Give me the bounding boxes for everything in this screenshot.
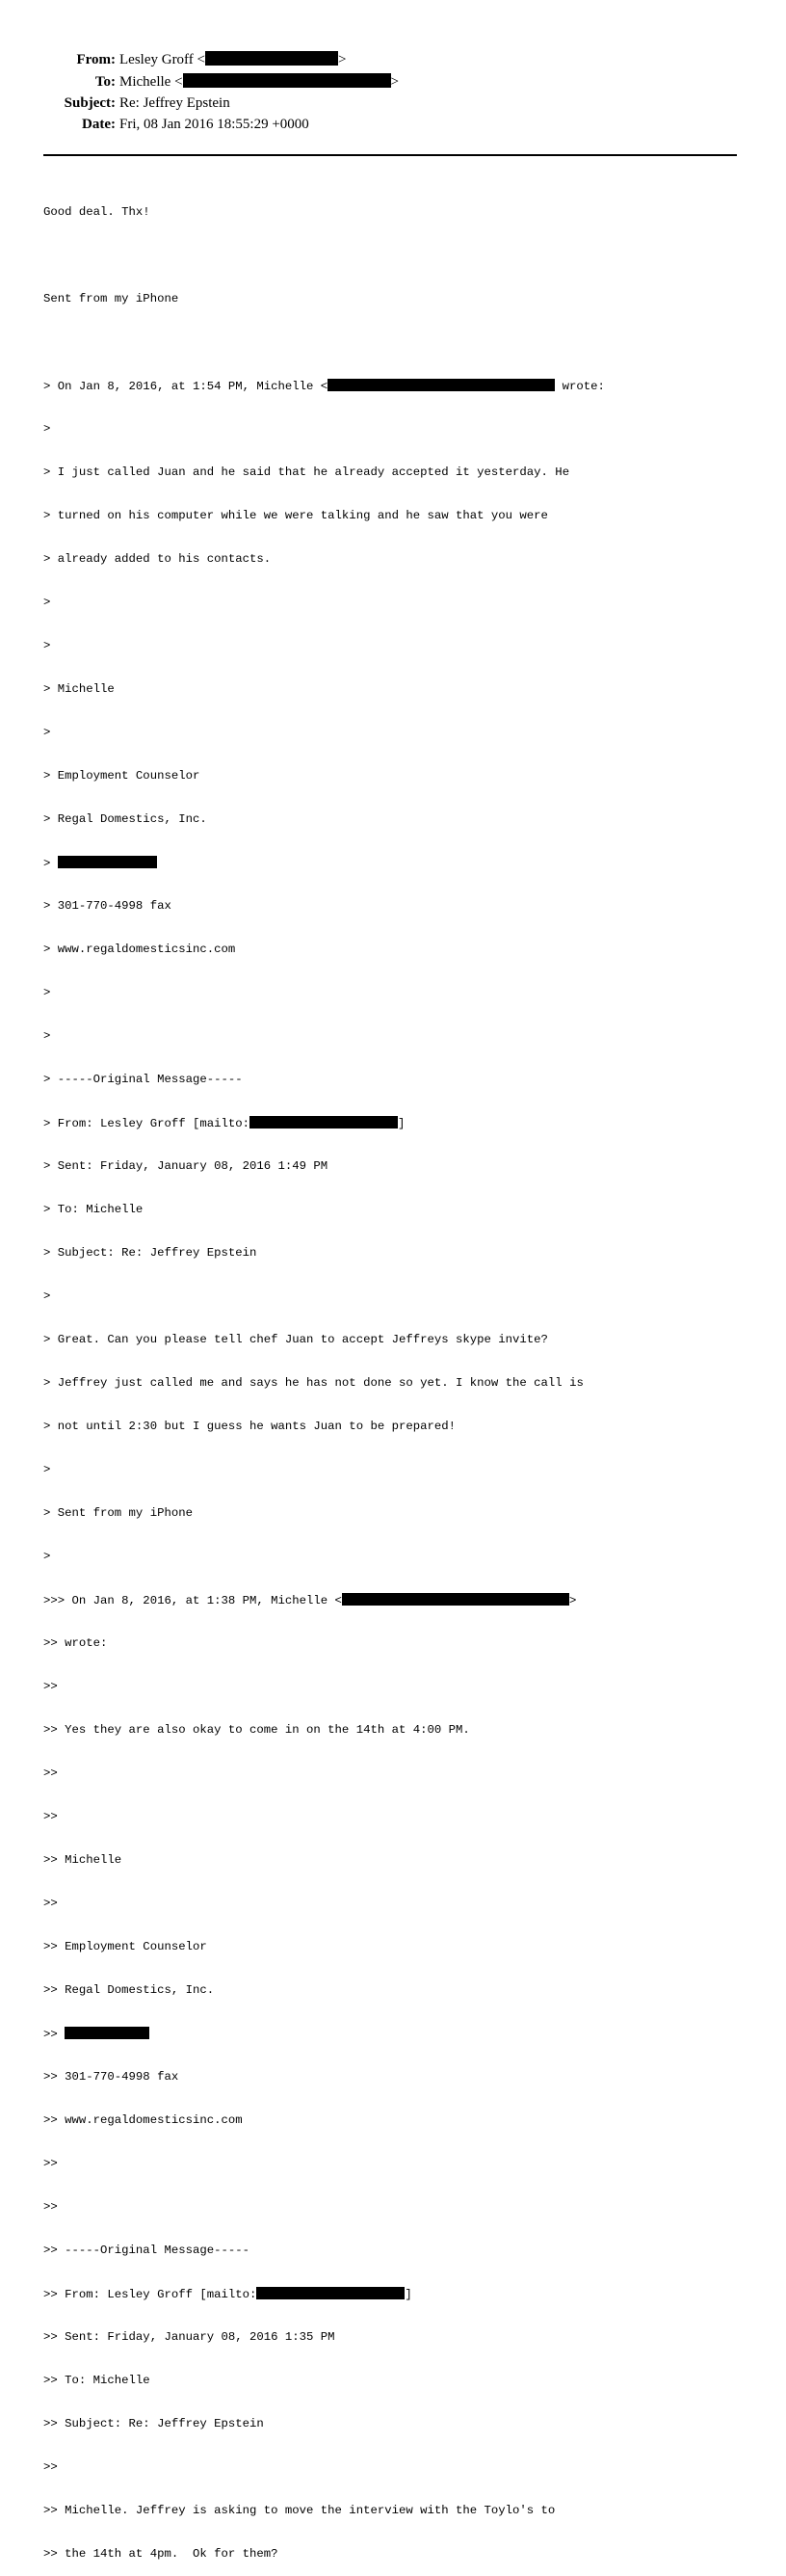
date-value: Fri, 08 Jan 2016 18:55:29 +0000: [119, 117, 309, 132]
body-line: >> Michelle. Jeffrey is asking to move the interview with the Toylo's to: [43, 2504, 556, 2517]
body-line: >>: [43, 1680, 58, 1693]
quote-intro-close: >: [568, 1594, 577, 1607]
body-line: >>: [43, 2460, 58, 2474]
body-line: >> To: Michelle: [43, 2374, 150, 2387]
redaction-bar: [328, 379, 555, 391]
body-line: >> Regal Domestics, Inc.: [43, 1983, 215, 1997]
body-line: >: [43, 639, 51, 652]
body-line: >> Employment Counselor: [43, 1940, 207, 1953]
body-line: >: [43, 1463, 51, 1476]
subject-value: Re: Jeffrey Epstein: [119, 95, 230, 111]
mailto-close-bracket: ]: [405, 2288, 412, 2301]
quote-intro: > On Jan 8, 2016, at 1:54 PM, Michelle <: [43, 380, 328, 393]
to-value: [119, 72, 399, 92]
body-line: >: [43, 1029, 51, 1043]
body-line: >> www.regaldomesticsinc.com: [43, 2113, 243, 2127]
to-recipient-name: Michelle <: [119, 74, 183, 90]
mailto-close-bracket: ]: [398, 1117, 406, 1130]
body-line: >> wrote:: [43, 1636, 108, 1650]
body-line: [43, 1593, 605, 1607]
body-line: >: [43, 1289, 51, 1303]
body-line: >> Sent: Friday, January 08, 2016 1:35 PM: [43, 2330, 335, 2344]
body-line: >>: [43, 2200, 58, 2214]
body-line: >: [43, 1550, 51, 1563]
body-line: [43, 856, 605, 870]
body-line: Sent from my iPhone: [43, 292, 179, 305]
quote-prefix: >: [43, 857, 58, 870]
redaction-bar: [58, 856, 157, 868]
body-line: [43, 2027, 605, 2041]
quote-intro: >>> On Jan 8, 2016, at 1:38 PM, Michelle <: [43, 1594, 342, 1607]
body-line: > Regal Domestics, Inc.: [43, 812, 207, 826]
quote-intro-suffix: wrote:: [555, 380, 605, 393]
from-close-bracket: >: [338, 52, 347, 67]
quote-prefix: >>: [43, 2028, 66, 2041]
header-divider: [43, 154, 737, 156]
email-body: [43, 176, 605, 2576]
body-line: [43, 2287, 605, 2301]
redaction-bar: [65, 2027, 149, 2039]
from-mailto-line: >> From: Lesley Groff [mailto:: [43, 2288, 257, 2301]
body-line: >>: [43, 2157, 58, 2170]
body-line: [43, 249, 605, 263]
body-line: > www.regaldomesticsinc.com: [43, 943, 236, 956]
from-sender-name: Lesley Groff <: [119, 52, 205, 67]
body-line: >> Yes they are also okay to come in on the 14th at 4:00 PM.: [43, 1723, 470, 1737]
body-line: [43, 335, 605, 350]
redaction-bar: [256, 2287, 405, 2299]
body-line: >> -----Original Message-----: [43, 2244, 250, 2257]
body-line: > -----Original Message-----: [43, 1073, 243, 1086]
body-line: > Sent from my iPhone: [43, 1506, 193, 1520]
body-line: > Jeffrey just called me and says he has not done so yet. I know the call is: [43, 1376, 584, 1390]
body-line: > turned on his computer while we were talking and he saw that you were: [43, 509, 548, 522]
body-line: >: [43, 596, 51, 609]
body-line: >> Subject: Re: Jeffrey Epstein: [43, 2417, 264, 2430]
body-line: > Michelle: [43, 682, 115, 696]
body-line: > I just called Juan and he said that he already accepted it yesterday. He: [43, 465, 570, 479]
body-line: > Subject: Re: Jeffrey Epstein: [43, 1246, 257, 1260]
redaction-bar: [205, 51, 338, 66]
redaction-bar: [249, 1116, 398, 1129]
redaction-bar: [342, 1593, 569, 1606]
subject-label: Subject:: [64, 95, 116, 111]
body-line: >: [43, 726, 51, 739]
to-close-bracket: >: [390, 74, 399, 90]
body-line: [43, 1116, 605, 1130]
body-line: >> 301-770-4998 fax: [43, 2070, 179, 2084]
body-line: > Sent: Friday, January 08, 2016 1:49 PM: [43, 1159, 328, 1173]
body-line: > To: Michelle: [43, 1203, 144, 1216]
body-line: > not until 2:30 but I guess he wants Juan to be prepared!: [43, 1420, 457, 1433]
body-line: > 301-770-4998 fax: [43, 899, 171, 913]
body-line: >: [43, 422, 51, 436]
body-line: > Great. Can you please tell chef Juan to accept Jeffreys skype invite?: [43, 1333, 548, 1346]
body-line: [43, 379, 605, 393]
body-line: >>: [43, 1897, 58, 1910]
body-line: > already added to his contacts.: [43, 552, 272, 566]
body-line: >>: [43, 1766, 58, 1780]
body-line: >: [43, 986, 51, 999]
body-line: >>: [43, 1810, 58, 1823]
date-label: Date:: [82, 117, 116, 132]
body-line: >> Michelle: [43, 1853, 122, 1867]
body-line: >> the 14th at 4pm. Ok for them?: [43, 2547, 278, 2561]
from-value: [119, 50, 346, 69]
from-label: From:: [76, 52, 116, 67]
to-label: To:: [94, 74, 116, 90]
from-mailto-line: > From: Lesley Groff [mailto:: [43, 1117, 250, 1130]
redaction-bar: [183, 73, 391, 88]
body-line: > Employment Counselor: [43, 769, 200, 783]
body-line: Good deal. Thx!: [43, 205, 150, 219]
